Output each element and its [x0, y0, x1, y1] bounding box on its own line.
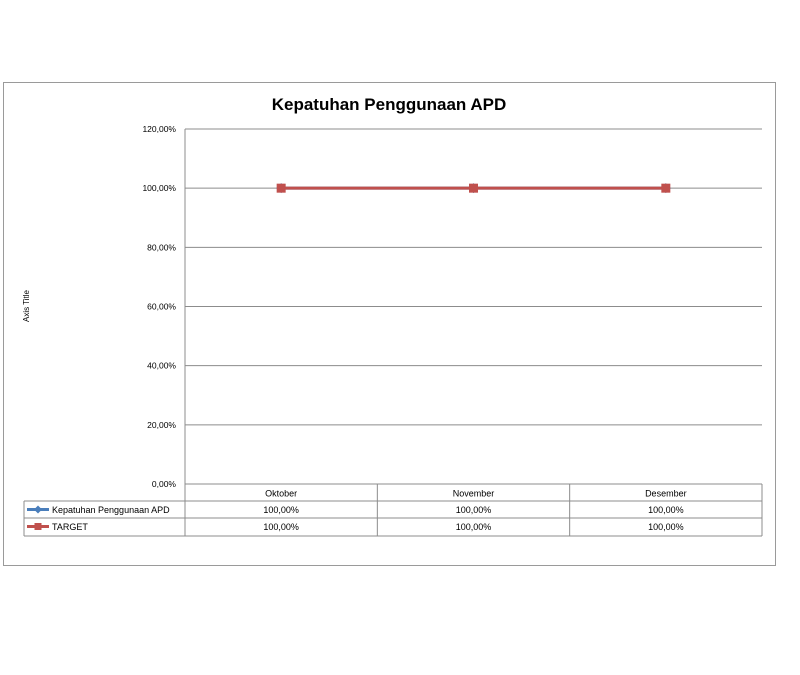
legend-key-marker: [35, 523, 42, 530]
x-category-label: Desember: [645, 488, 687, 499]
legend-series-name: TARGET: [52, 522, 88, 532]
y-tick-label: 120,00%: [142, 124, 176, 134]
chart-title: Kepatuhan Penggunaan APD: [271, 95, 507, 114]
legend-series-name: Kepatuhan Penggunaan APD: [52, 505, 170, 515]
data-table-value: 100,00%: [455, 522, 492, 532]
y-tick-label: 40,00%: [147, 360, 176, 371]
y-tick-label: 100,00%: [142, 183, 176, 194]
series-marker: [277, 184, 286, 193]
y-tick-label: 60,00%: [147, 301, 176, 312]
y-axis-title: Axis Title: [22, 289, 31, 323]
data-table-value: 100,00%: [648, 505, 684, 515]
data-table-value: 100,00%: [263, 522, 299, 532]
y-tick-label: 0,00%: [151, 479, 176, 489]
x-category-label: November: [452, 488, 495, 499]
series-marker: [661, 184, 670, 193]
data-table-value: 100,00%: [455, 505, 492, 515]
data-table-value: 100,00%: [648, 522, 684, 532]
legend-key-marker: [34, 506, 42, 514]
series-marker: [469, 184, 478, 193]
x-category-label: Oktober: [265, 488, 298, 499]
data-table-value: 100,00%: [263, 505, 299, 515]
y-tick-label: 80,00%: [147, 242, 176, 253]
y-tick-label: 20,00%: [147, 419, 176, 430]
